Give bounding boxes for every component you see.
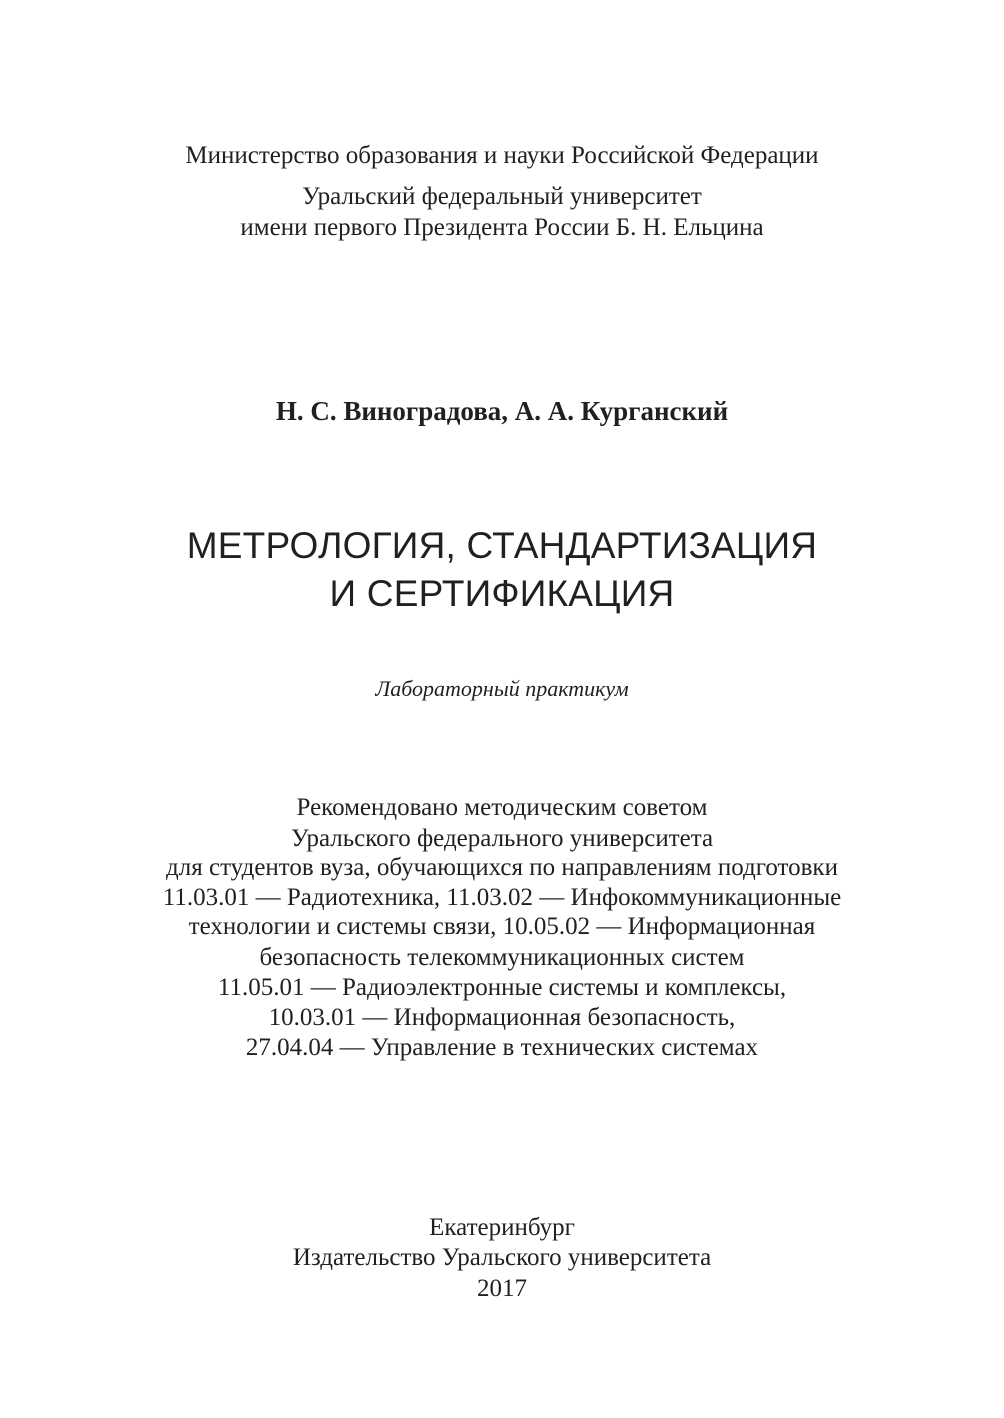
book-title-line2: И СЕРТИФИКАЦИЯ — [329, 573, 675, 614]
university-name-line2: имени первого Президента России Б. Н. Ельцина — [240, 214, 764, 241]
imprint-city: Екатеринбург — [429, 1214, 575, 1241]
imprint-year: 2017 — [477, 1275, 527, 1302]
recommendation-line: Уральского федерального университета — [290, 825, 714, 852]
recommendation-line: Рекомендовано методическим советом — [296, 794, 708, 821]
book-subtitle: Лабораторный практикум — [375, 676, 629, 701]
authors: Н. С. Виноградова, А. А. Курганский — [275, 396, 729, 426]
ministry-line: Министерство образования и науки Российской Федерации — [185, 142, 819, 169]
imprint-publisher: Издательство Уральского университета — [292, 1244, 712, 1271]
book-title-line1: МЕТРОЛОГИЯ, СТАНДАРТИЗАЦИЯ — [186, 525, 818, 566]
recommendation-line: 10.03.01 — Информационная безопасность, — [268, 1004, 736, 1031]
university-name-line1: Уральский федеральный университет — [302, 183, 702, 210]
recommendation-line: для студентов вуза, обучающихся по направлениям подготовки — [166, 854, 838, 881]
recommendation-line: 11.03.01 — Радиотехника, 11.03.02 — Инфокоммуникационные — [162, 884, 842, 911]
recommendation-line: 11.05.01 — Радиоэлектронные системы и комплексы, — [217, 974, 787, 1001]
recommendation-line: безопасность телекоммуникационных систем — [259, 944, 745, 971]
recommendation-line: 27.04.04 — Управление в технических системах — [245, 1034, 759, 1061]
recommendation-line: технологии и системы связи, 10.05.02 — Информационная — [188, 913, 816, 940]
